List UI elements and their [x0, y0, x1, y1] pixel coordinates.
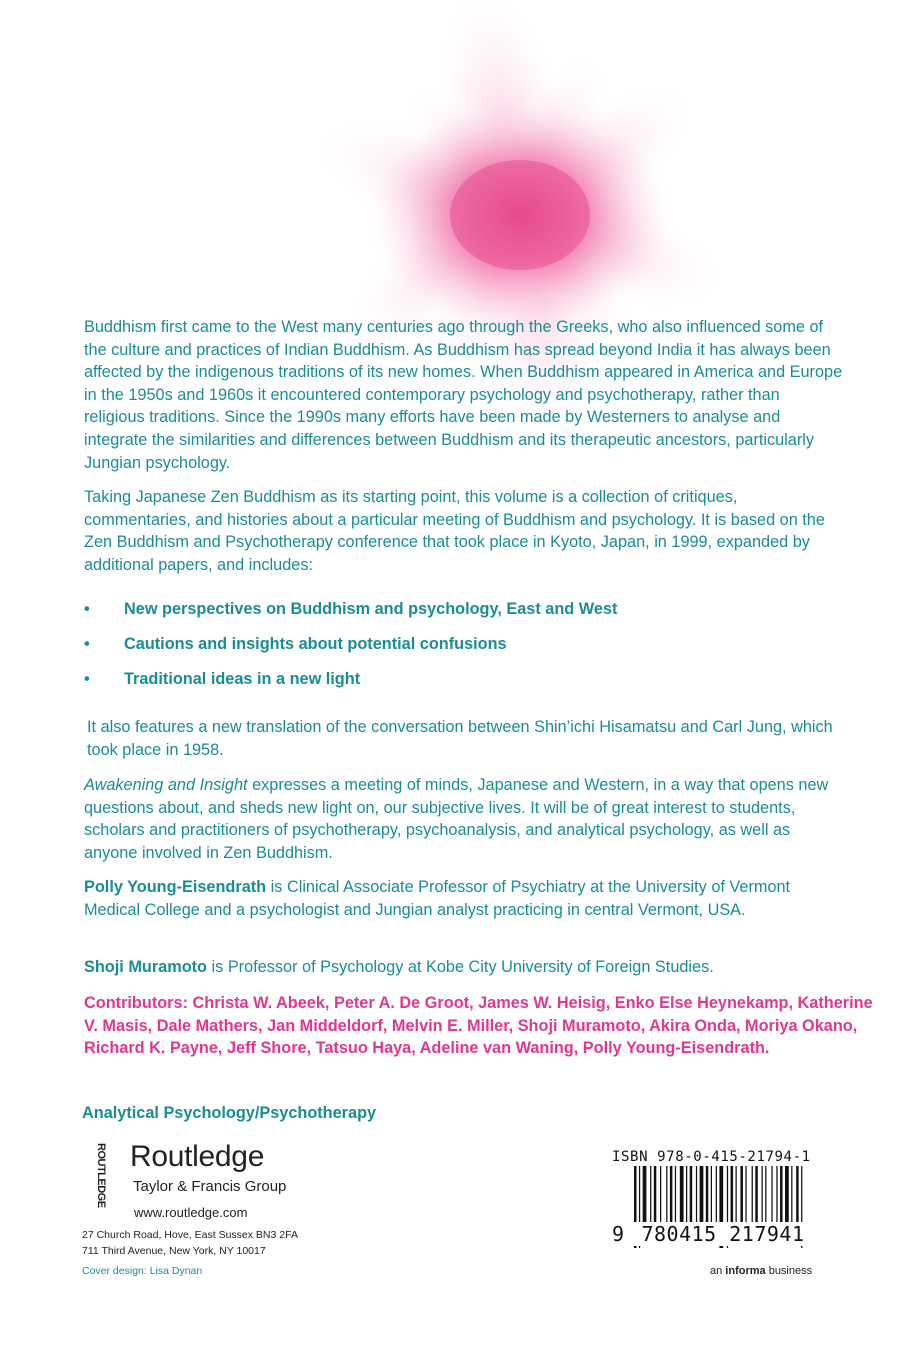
- publisher-url[interactable]: www.routledge.com: [134, 1205, 248, 1220]
- barcode-bar: [762, 1166, 763, 1226]
- barcode-bar: [686, 1166, 687, 1226]
- barcode-bar: [740, 1166, 743, 1226]
- subject-category: Analytical Psychology/Psychotherapy: [82, 1104, 377, 1122]
- isbn-label: ISBN 978-0-415-21794-1: [612, 1149, 811, 1165]
- logo-wordmark: ROUTLEDGE: [95, 1143, 107, 1208]
- translation-paragraph: It also features a new translation of the conversation between Shin’ichi Hisamatsu and Carl Jung, which took place in 1958.: [87, 718, 833, 759]
- barcode-bar: [700, 1166, 704, 1226]
- barcode-bar: [791, 1166, 792, 1226]
- barcode-bar: [643, 1166, 647, 1226]
- barcode-bar: [776, 1166, 777, 1226]
- cover-design-credit: Cover design: Lisa Dynan: [82, 1265, 203, 1277]
- barcode-bar: [696, 1166, 697, 1226]
- book-title: Awakening and Insight: [84, 776, 248, 794]
- barcode-bar: [680, 1166, 684, 1226]
- barcode-bar: [745, 1166, 746, 1226]
- barcode-bar: [650, 1166, 651, 1226]
- routledge-logo-icon: [82, 1141, 107, 1208]
- ean-digits: 780415 217941: [634, 1222, 812, 1246]
- author-bio-1: [84, 876, 844, 921]
- publisher-group: Taylor & Francis Group: [133, 1178, 287, 1195]
- barcode-bar: [771, 1166, 772, 1226]
- intro-paragraph-2: Taking Japanese Zen Buddhism as its starting point, this volume is a collection of critiques, commentaries, and histories about a particular meeting of Buddhism and psychology. It is based on the Zen Buddhism and Psychotherapy conference that took place in Kyoto, Japan, in 1999, expanded by additional papers, and includes:: [84, 488, 825, 574]
- author-bio-2: [84, 956, 844, 979]
- informa-tagline: [710, 1265, 812, 1277]
- barcode-bar: [706, 1166, 709, 1226]
- barcode-bar: [765, 1166, 766, 1226]
- bullet-mark: •: [84, 600, 90, 618]
- bullet-text: Cautions and insights about potential confusions: [124, 635, 507, 653]
- contributors-list: Contributors: Christa W. Abeek, Peter A. De Groot, James W. Heisig, Enko Else Heynekamp, Katherine V. Masis, Dale Mathers, Jan Middeldorf, Melvin E. Miller, Shoji Muramoto, Akira Onda, Moriya Okano, Richard K. Payne, Jeff Shore, Tatsuo Haya, Adeline van Waning, Polly Young-Eisendrath.: [84, 994, 873, 1058]
- barcode-bar: [716, 1166, 717, 1226]
- ean-prefix-digit: 9: [612, 1222, 625, 1246]
- barcode-bar: [731, 1166, 734, 1226]
- barcode-bar: [785, 1166, 789, 1226]
- informa-brand: informa: [725, 1265, 766, 1277]
- author-name: Polly Young-Eisendrath: [84, 878, 267, 896]
- barcode-bar: [675, 1166, 676, 1226]
- informa-prefix: an: [710, 1265, 726, 1277]
- intro-paragraph-1: Buddhism first came to the West many centuries ago through the Greeks, who also influenced some of the culture and practices of Indian Buddhism. As Buddhism has spread beyond India it has always been affected by the indigenous traditions of its new homes. When Buddhism appeared in America and Europe in the 1950s and 1960s it encountered contemporary psychology and psychotherapy, rather than religious traditions. Since the 1990s many efforts have been made by Westerners to analyse and integrate the similarities and differences between Buddhism and its therapeutic ancestors, particularly Jungian psychology.: [84, 318, 843, 472]
- bullet-text: New perspectives on Buddhism and psychology, East and West: [124, 600, 618, 618]
- barcode-bar: [660, 1166, 661, 1226]
- barcode-bar: [796, 1166, 799, 1226]
- publisher-address-us: 711 Third Avenue, New York, NY 10017: [82, 1245, 266, 1257]
- barcode-bar: [711, 1166, 712, 1226]
- barcode-bar: [755, 1166, 758, 1226]
- barcode-bar: [666, 1166, 667, 1226]
- informa-suffix: business: [765, 1265, 813, 1277]
- author-bio-text: is Professor of Psychology at Kobe City University of Foreign Studies.: [207, 958, 714, 976]
- publisher-address-uk: 27 Church Road, Hove, East Sussex BN3 2FA: [82, 1229, 298, 1241]
- author-bio-text: is Clinical Associate Professor of Psychiatry at the University of Vermont Medical College and a psychologist and Jungian analyst practicing in central Vermont, USA.: [84, 878, 791, 919]
- barcode-bar: [780, 1166, 783, 1226]
- barcode-bar: [736, 1166, 737, 1226]
- summary-paragraph: [84, 774, 844, 864]
- barcode-bar: [690, 1166, 693, 1226]
- author-name: Shoji Muramoto: [84, 958, 208, 976]
- bullet-mark: •: [84, 670, 90, 688]
- summary-text: expresses a meeting of minds, Japanese and Western, in a way that opens new questions about, and sheds new light on, our subjective lives. It will be of great interest to students, scholars and practitioners of psychotherapy, psychoanalysis, and analytical psychology, as well as anyone involved in Zen Buddhism.: [84, 776, 829, 862]
- barcode-bar: [654, 1166, 657, 1226]
- barcode-bar: [752, 1166, 753, 1226]
- barcode-bar: [670, 1166, 673, 1226]
- bullet-mark: •: [84, 635, 90, 653]
- publisher-name: Routledge: [130, 1140, 265, 1173]
- bullet-text: Traditional ideas in a new light: [124, 670, 361, 688]
